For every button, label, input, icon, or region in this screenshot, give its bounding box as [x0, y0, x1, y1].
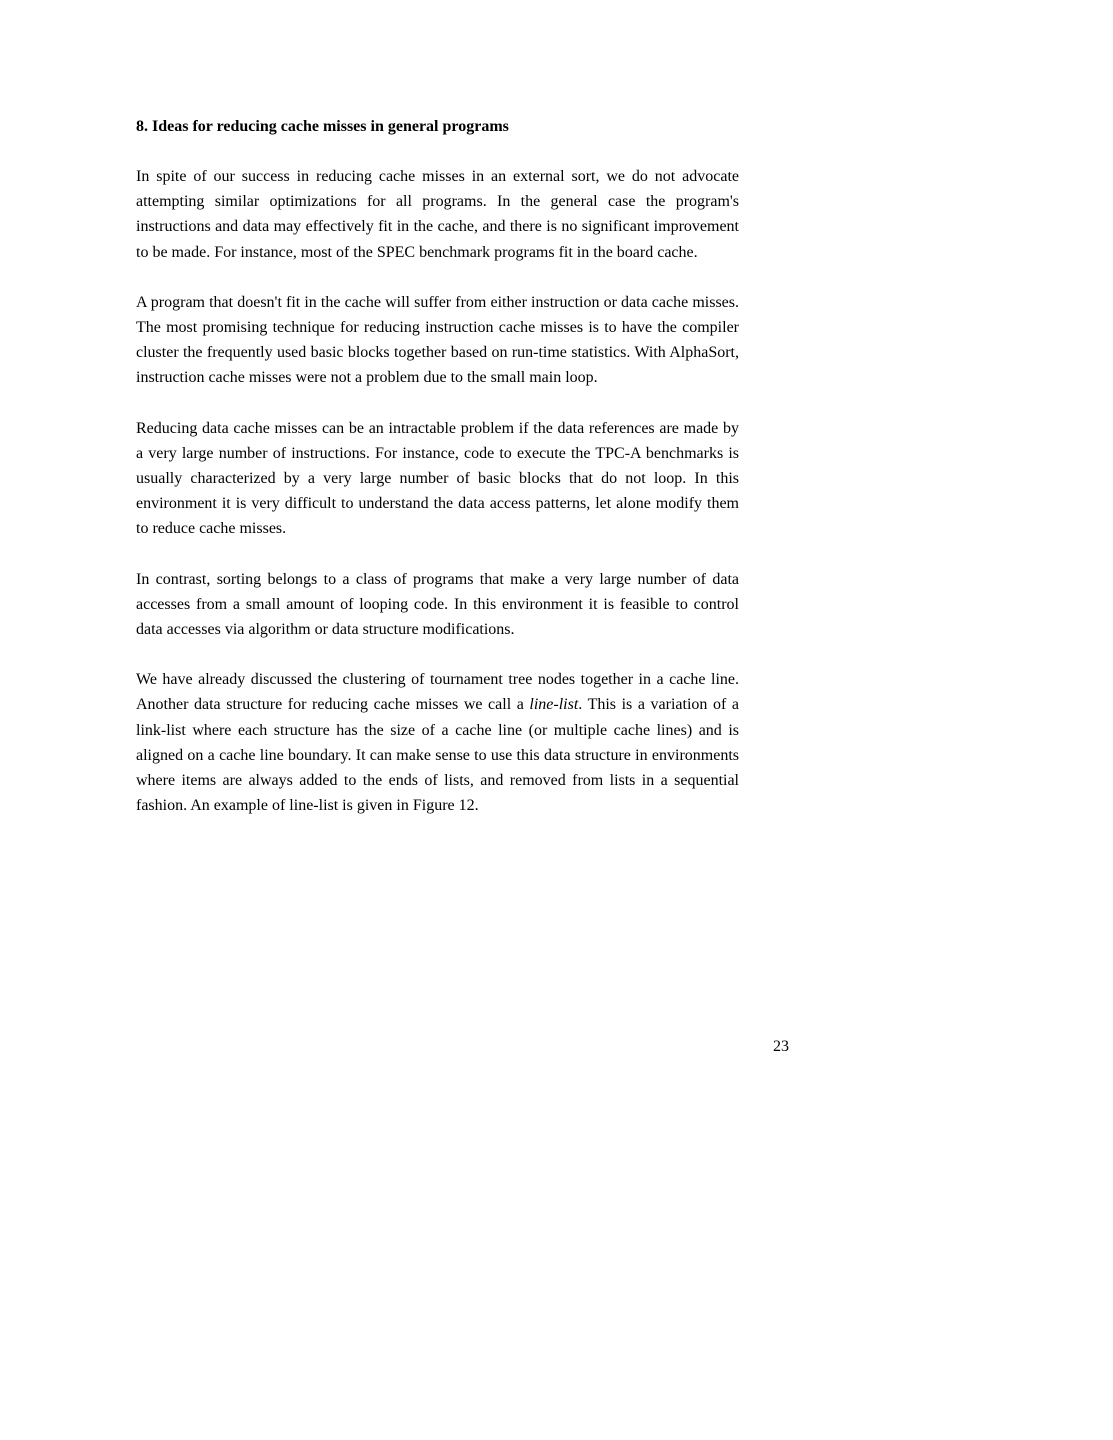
paragraph-sorting-contrast: In contrast, sorting belongs to a class of programs that make a very large number of data accesses from a small amount of looping code. In this environment it is feasible to control data accesses via algorithm or data structure modifications. — [136, 570, 739, 639]
section-heading: 8. Ideas for reducing cache misses in general programs — [136, 118, 509, 135]
paragraph-cache-optimizations: In spite of our success in reducing cache misses in an external sort, we do not advocate attempting similar optimizations for all programs. In the general case the program's instructions and data may effectively fit in the cache, and there is no significant improvement to be made. For instance, most of the SPEC benchmark programs fit in the board cache. — [136, 168, 739, 261]
paragraph-data-cache: Reducing data cache misses can be an intractable problem if the data references are made by a very large number of instructions. For instance, code to execute the TPC-A benchmarks is usually characterized by a very large number of basic blocks that do not loop. In this environment it is very difficult to understand the data access patterns, let alone modify them to reduce cache misses. — [136, 419, 739, 538]
paragraph-instruction-cache: A program that doesn't fit in the cache will suffer from either instruction or data cache misses. The most promising technique for reducing instruction cache misses is to have the compiler cluster the frequently used basic blocks together based on run-time statistics. With AlphaSort, instruction cache misses were not a problem due to the small main loop. — [136, 293, 739, 387]
line-list-text-before: We have already discussed the clustering of tournament tree nodes together in a cache line. Another data structure for reducing cache misses we call a — [136, 671, 739, 714]
page-number: 23 — [773, 1038, 789, 1055]
page-body — [136, 114, 739, 843]
paragraph-line-list — [136, 667, 739, 818]
line-list-term: line-list — [529, 696, 579, 714]
line-list-text-after: . This is a variation of a link-list where each structure has the size of a cache line (or multiple cache lines) and is aligned on a cache line boundary. It can make sense to use this data structure in environments where items are always added to the ends of lists, and removed from lists in a sequential fashion. An example of line-list is given in Figure 12. — [136, 696, 739, 815]
